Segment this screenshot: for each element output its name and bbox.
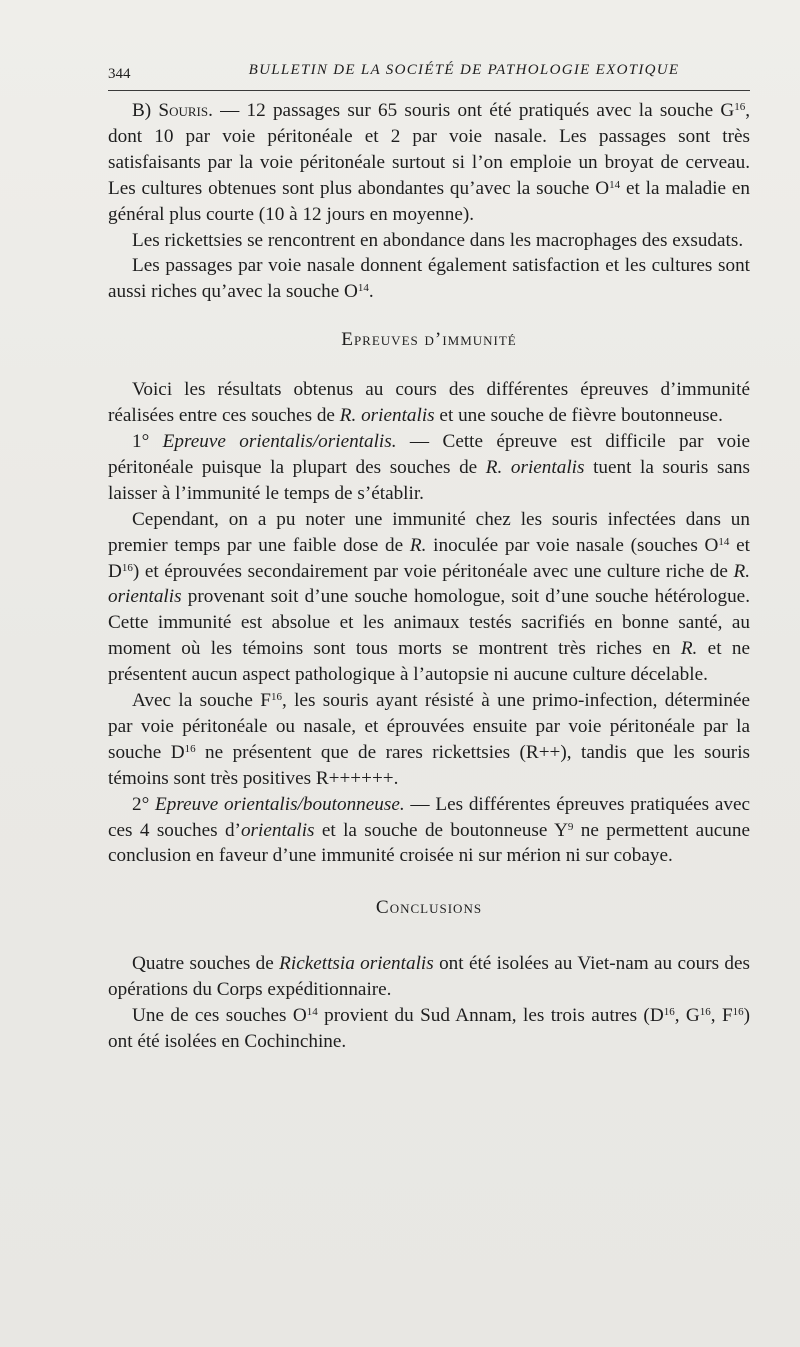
text-run: Voici les résultats obtenus au cours des différentes épreuves d’immunité réalisées entre ces souches de [108, 379, 750, 427]
text-run: Les passages par voie nasale donnent également satisfaction et les cultures sont aussi riches qu’avec la souche O [108, 255, 750, 303]
text-run-smallcaps: Souris [158, 100, 209, 121]
text-run: , les souris ayant résisté à une primo-infection, déterminée par voie péritonéale ou nasale, et éprouvées ensuite par voie péritonéale par la souche D [108, 690, 750, 763]
text-run: , dont 10 par voie péritonéale et 2 par voie nasale. Les passages sont très satisfaisants par la voie péritonéale surtout si l’on emploie un broyat de cerveau. Les cultures obtenues sont plus abondantes qu’avec la souche O [108, 100, 750, 199]
text-run-italic: Epreuve orientalis/orientalis. [162, 430, 397, 452]
superscript: 16 [270, 691, 282, 704]
text-run: inoculée par voie nasale (souches O [426, 534, 719, 556]
section-title-conclusions: Conclusions [375, 897, 483, 919]
text-run-italic: R. [680, 638, 698, 660]
text-run: provenant soit d’une souche homologue, soit d’une souche hétérologue. Cette immunité est absolue et les animaux testés sacrifiés en bonne santé, au moment où les témoins sont tous morts se montrent très riches en [108, 586, 750, 660]
text-run-italic: R. orientalis [485, 456, 585, 478]
paragraph-quatre-souches [108, 951, 750, 1003]
text-run: ne permettent aucune conclusion en faveur d’une immunité croisée ni sur mérion ni sur cobaye. [108, 819, 751, 867]
text-run: 2° [132, 793, 156, 815]
text-run-italic: orientalis [240, 819, 315, 841]
page-number: 344 [108, 66, 131, 82]
text-run: et la maladie en général plus courte (10 à 12 jours en moyenne). [108, 177, 750, 225]
text-run: — Les différentes épreuves pratiquées avec ces 4 souches d’ [108, 793, 750, 841]
text-run: ) et éprouvées secondairement par voie péritonéale avec une culture riche de [132, 560, 734, 582]
running-title: BULLETIN DE LA SOCIÉTÉ DE PATHOLOGIE EXOTIQUE [248, 62, 680, 78]
text-run: tuent la souris sans laisser à l’immunité le temps de s’établir. [108, 456, 750, 504]
superscript: 16 [663, 1006, 675, 1019]
text-run-italic: Rickettsia orientalis [279, 953, 434, 975]
paragraph-souris [108, 98, 750, 228]
paragraph-une-de-ces-souches [108, 1003, 750, 1055]
paragraph-resultats [108, 377, 750, 429]
text-run: , G [674, 1005, 700, 1027]
paragraph-epreuve-1 [108, 429, 750, 507]
superscript: 16 [121, 561, 133, 574]
paragraph-passages-nasale [108, 253, 750, 305]
superscript: 9 [567, 820, 574, 833]
paragraph-epreuve-2 [108, 792, 750, 870]
text-run: B) [132, 100, 159, 121]
text-run: , F [710, 1005, 733, 1027]
text-run: 1° [132, 430, 163, 452]
text-run: provient du Sud Annam, les trois autres (D [317, 1005, 664, 1027]
superscript: 14 [357, 282, 369, 295]
text-run: Quatre souches de [132, 953, 280, 975]
superscript: 14 [609, 178, 621, 191]
text-run: ont été isolées au Viet-nam au cours des opérations du Corps expéditionnaire. [108, 953, 751, 1001]
text-run-italic: Epreuve orientalis/boutonneuse. [155, 793, 405, 815]
text-run-italic: R. [409, 534, 427, 556]
text-run: . — 12 passages sur 65 souris ont été pratiqués avec la souche G [208, 100, 735, 121]
superscript: 14 [718, 535, 730, 548]
text-run: et la souche de boutonneuse Y [314, 819, 568, 841]
text-run: ne présentent que de rares rickettsies (R++), tandis que les souris témoins sont très positives R++++++. [108, 741, 750, 789]
superscript: 16 [184, 742, 196, 755]
text-run: Une de ces souches O [132, 1005, 307, 1027]
paragraph-souche-f16 [108, 688, 750, 792]
text-run-italic: R. orientalis [339, 405, 435, 427]
running-header [108, 56, 750, 91]
text-run-italic: R. orientalis [108, 560, 750, 608]
text-run: et ne présentent aucun aspect pathologique à l’autopsie ni aucune culture décelable. [108, 638, 750, 686]
article-body [108, 98, 750, 1055]
superscript: 16 [734, 101, 746, 113]
text-run: et une souche de fièvre boutonneuse. [434, 405, 723, 427]
paragraph-rickettsies: Les rickettsies se rencontrent en abondance dans les macrophages des exsudats. [132, 229, 744, 251]
text-run: Cependant, on a pu noter une immunité chez les souris infectées dans un premier temps par une faible dose de [108, 508, 750, 556]
text-run: ) ont été isolées en Cochinchine. [108, 1005, 751, 1052]
text-run: Avec la souche F [132, 690, 271, 712]
paragraph-cependant [108, 507, 750, 688]
superscript: 14 [306, 1006, 318, 1019]
superscript: 16 [732, 1006, 744, 1019]
text-run: et D [108, 534, 751, 582]
text-run: — Cette épreuve est difficile par voie péritonéale puisque la plupart des souches de [108, 430, 750, 478]
section-title-epreuves: Epreuves d’immunité [341, 329, 517, 351]
superscript: 16 [699, 1006, 711, 1019]
text-run: . [368, 281, 374, 303]
